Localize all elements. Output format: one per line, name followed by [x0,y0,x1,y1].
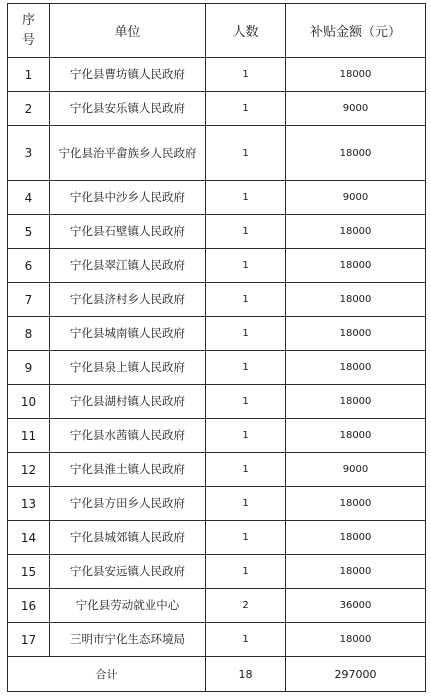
row-count: 1 [206,249,286,283]
row-number: 2 [8,92,50,126]
row-amount: 9000 [286,92,426,126]
row-unit: 宁化县城南镇人民政府 [50,317,206,351]
total-count: 18 [206,657,286,692]
row-unit: 宁化县安远镇人民政府 [50,555,206,589]
row-count: 1 [206,419,286,453]
row-amount: 18000 [286,126,426,181]
row-count: 1 [206,283,286,317]
row-unit: 宁化县安乐镇人民政府 [50,92,206,126]
seq-header-line2: 号 [21,32,35,48]
row-number: 10 [8,385,50,419]
amount-header: 补贴金额（元） [286,4,426,58]
table-row [8,487,426,521]
seq-header-line1: 序 [21,12,35,28]
row-number: 3 [8,126,50,181]
row-count: 1 [206,521,286,555]
row-number: 17 [8,623,50,657]
table-row [8,181,426,215]
row-number: 14 [8,521,50,555]
row-amount: 18000 [286,317,426,351]
row-number: 15 [8,555,50,589]
row-unit: 宁化县劳动就业中心 [50,589,206,623]
table-row [8,283,426,317]
row-unit: 宁化县淮土镇人民政府 [50,453,206,487]
table-row [8,126,426,181]
row-number: 11 [8,419,50,453]
total-row [8,657,426,692]
row-count: 1 [206,555,286,589]
table-row [8,215,426,249]
row-amount: 36000 [286,589,426,623]
table-row [8,623,426,657]
row-count: 2 [206,589,286,623]
total-label: 合计 [8,657,206,692]
row-amount: 18000 [286,623,426,657]
row-number: 1 [8,58,50,92]
row-number: 5 [8,215,50,249]
row-unit: 三明市宁化生态环境局 [50,623,206,657]
row-unit: 宁化县曹坊镇人民政府 [50,58,206,92]
unit-header: 单位 [50,4,206,58]
row-number: 13 [8,487,50,521]
row-count: 1 [206,453,286,487]
row-count: 1 [206,58,286,92]
table-row [8,58,426,92]
row-amount: 18000 [286,385,426,419]
table-row [8,249,426,283]
row-amount: 18000 [286,351,426,385]
row-unit: 宁化县翠江镇人民政府 [50,249,206,283]
row-number: 8 [8,317,50,351]
row-unit: 宁化县中沙乡人民政府 [50,181,206,215]
row-amount: 18000 [286,487,426,521]
row-count: 1 [206,623,286,657]
table-row [8,521,426,555]
seq-header [8,4,50,58]
row-amount: 9000 [286,453,426,487]
row-number: 16 [8,589,50,623]
row-unit: 宁化县济村乡人民政府 [50,283,206,317]
row-amount: 9000 [286,181,426,215]
subsidy-table [7,3,426,692]
total-amount: 297000 [286,657,426,692]
row-count: 1 [206,92,286,126]
row-amount: 18000 [286,283,426,317]
table-row [8,589,426,623]
row-number: 12 [8,453,50,487]
table-row [8,453,426,487]
row-amount: 18000 [286,419,426,453]
table-body [8,4,426,692]
table-row [8,555,426,589]
row-amount: 18000 [286,521,426,555]
row-count: 1 [206,317,286,351]
row-number: 9 [8,351,50,385]
table-row [8,351,426,385]
table-row [8,317,426,351]
row-amount: 18000 [286,215,426,249]
row-number: 4 [8,181,50,215]
row-unit: 宁化县方田乡人民政府 [50,487,206,521]
row-count: 1 [206,126,286,181]
row-amount: 18000 [286,555,426,589]
row-count: 1 [206,215,286,249]
row-unit: 宁化县泉上镇人民政府 [50,351,206,385]
table-row [8,419,426,453]
row-unit: 宁化县城郊镇人民政府 [50,521,206,555]
table-row [8,385,426,419]
row-number: 7 [8,283,50,317]
row-amount: 18000 [286,58,426,92]
row-amount: 18000 [286,249,426,283]
row-count: 1 [206,487,286,521]
row-unit: 宁化县治平畲族乡人民政府 [50,126,206,181]
row-count: 1 [206,181,286,215]
row-count: 1 [206,351,286,385]
table-row [8,92,426,126]
row-number: 6 [8,249,50,283]
header-row [8,4,426,58]
row-unit: 宁化县石壁镇人民政府 [50,215,206,249]
row-unit: 宁化县水茜镇人民政府 [50,419,206,453]
row-count: 1 [206,385,286,419]
row-unit: 宁化县湖村镇人民政府 [50,385,206,419]
count-header: 人数 [206,4,286,58]
